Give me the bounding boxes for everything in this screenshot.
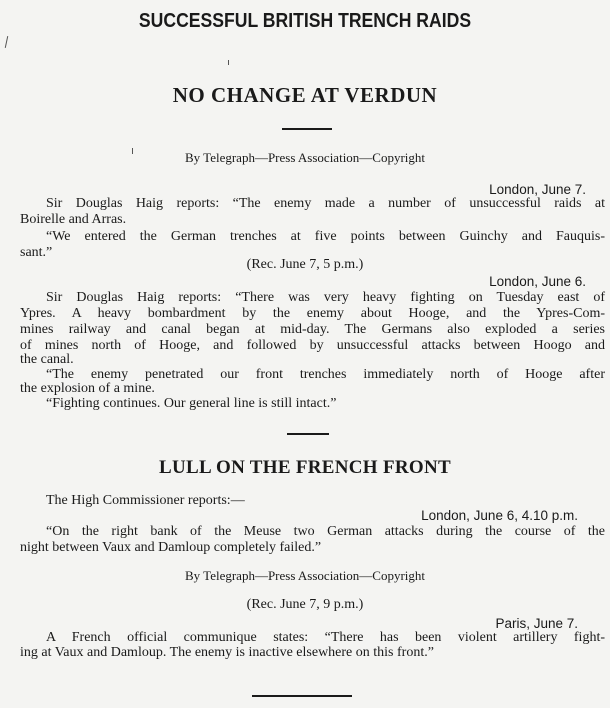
para-2-line-1: Sir Douglas Haig reports: “There was very heavy fighting on Tuesday east of: [46, 290, 605, 305]
short-rule-2: [287, 433, 329, 435]
dateline-4: Paris, June 7.: [495, 616, 578, 631]
dateline-1: London, June 7.: [489, 182, 586, 197]
byline-2: By Telegraph—Press Association—Copyright: [184, 568, 426, 583]
para-4-line-1: A French official communique states: “There has been violent artillery fight-: [46, 630, 605, 645]
para-2-line-8: “Fighting continues. Our general line is still intact.”: [46, 396, 337, 411]
para-2-line-3: mines railway and canal began at mid-day. The Germans also exploded a series: [20, 322, 605, 337]
print-smudge: [132, 148, 133, 154]
para-1-line-1: Sir Douglas Haig reports: “The enemy made a number of unsuccessful raids at: [46, 196, 605, 211]
para-3-line-2: night between Vaux and Damloup completely failed.”: [20, 540, 322, 555]
received-note-2: (Rec. June 7, 9 p.m.): [246, 597, 364, 612]
para-1-line-3: “We entered the German trenches at five points between Guinchy and Fauquis-: [46, 229, 605, 244]
para-2-line-5: the canal.: [20, 352, 74, 367]
dateline-3: London, June 6, 4.10 p.m.: [421, 508, 578, 523]
bottom-rule: [252, 695, 352, 697]
dateline-2: London, June 6.: [489, 274, 586, 289]
received-note-1: (Rec. June 7, 5 p.m.): [246, 257, 364, 272]
para-1-line-4: sant.”: [20, 245, 53, 260]
para-4-line-2: ing at Vaux and Damloup. The enemy is inactive elsewhere on this front.”: [20, 645, 434, 660]
commissioner-line: The High Commissioner reports:—: [46, 493, 245, 508]
byline-1: By Telegraph—Press Association—Copyright: [184, 150, 426, 165]
para-2-line-6: “The enemy penetrated our front trenches immediately north of Hooge after: [46, 367, 605, 382]
para-2-line-7: the explosion of a mine.: [20, 381, 155, 396]
para-2-line-4: of mines north of Hooge, and followed by unsuccessful attacks between Hoogo and: [20, 338, 605, 353]
main-headline: SUCCESSFUL BRITISH TRENCH RAIDS: [138, 10, 472, 32]
para-2-line-2: Ypres. A heavy bombardment by the enemy about Hooge, and the Ypres-Com-: [20, 306, 605, 321]
print-smudge: [228, 60, 229, 65]
french-subheadline: LULL ON THE FRENCH FRONT: [159, 457, 451, 478]
print-smudge: [5, 36, 8, 48]
short-rule-1: [282, 128, 332, 130]
para-3-line-1: “On the right bank of the Meuse two German attacks during the course of the: [46, 524, 605, 539]
para-1-line-2: Boirelle and Arras.: [20, 212, 127, 227]
verdun-subheadline: NO CHANGE AT VERDUN: [172, 83, 438, 107]
